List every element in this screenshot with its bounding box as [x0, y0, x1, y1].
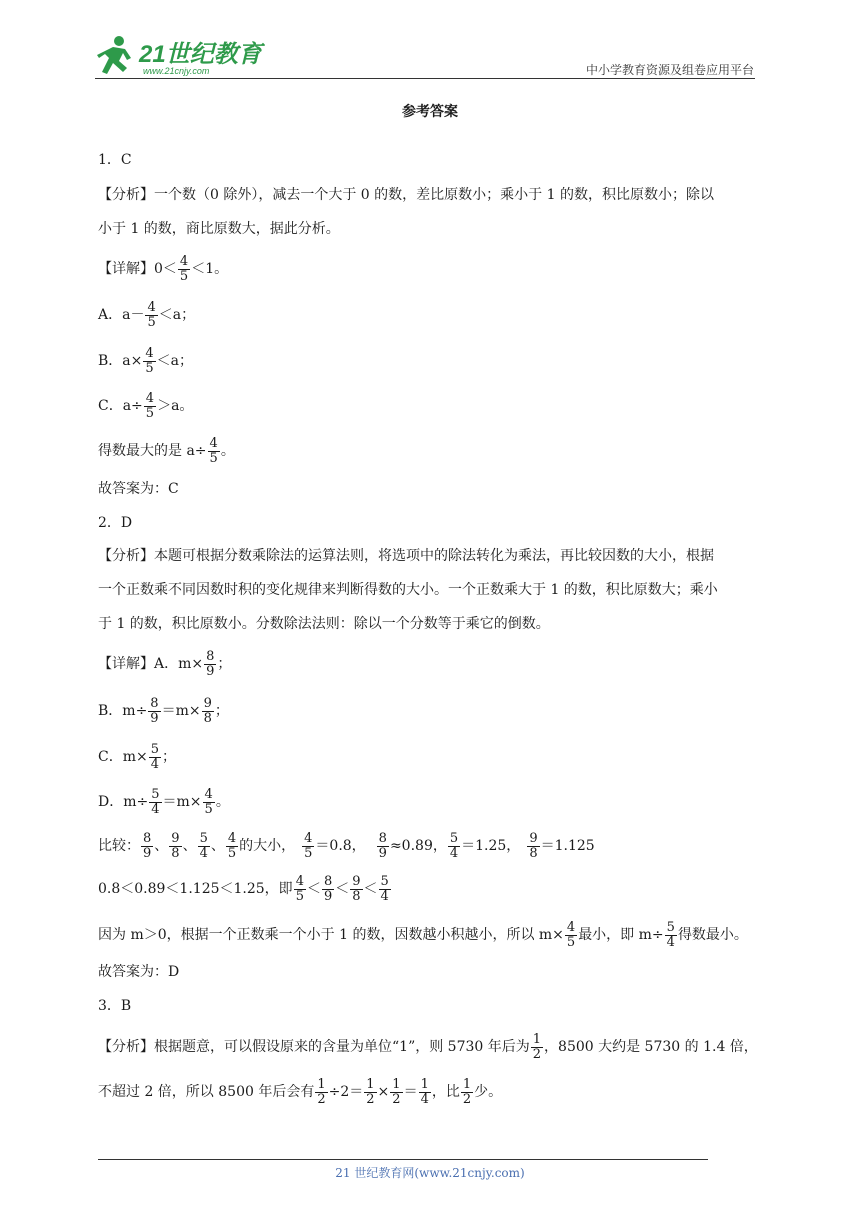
q2-analysis-line3: 于 1 的数，积比原数小。分数除法法则：除以一个分数等于乘它的倒数。: [98, 616, 550, 632]
fraction-4-5: $\frac{4}{5}$: [145, 346, 154, 376]
footer-divider: [98, 1159, 708, 1160]
footer-link[interactable]: 21 世纪教育网(www.21cnjy.com): [335, 1166, 525, 1180]
logo-text: 21世纪教育: [139, 41, 262, 68]
fraction-5-4: $\frac{5}{4}$: [199, 831, 208, 861]
fraction-4-5: $\frac{4}{5}$: [147, 300, 156, 330]
fraction-9-8: $\frac{9}{8}$: [529, 831, 538, 861]
fraction-9-8: $\frac{9}{8}$: [171, 831, 180, 861]
page-title: 参考答案: [402, 104, 458, 120]
q2-detail-c: C．m× $\frac{5}{4}$ ；: [98, 742, 176, 772]
q1-option-a: A．a－ $\frac{4}{5}$ ＜a；: [98, 300, 196, 330]
q2-detail-a: 【详解】A．m× $\frac{8}{9}$ ；: [98, 649, 232, 679]
q1-option-c: C．a÷ $\frac{4}{5}$ ＞a。: [98, 391, 194, 421]
q3-number: 3．B: [98, 998, 132, 1014]
q2-detail-d: D．m÷ $\frac{5}{4}$ ＝m× $\frac{4}{5}$ 。: [98, 787, 230, 817]
q2-analysis-line2: 一个正数乘不同因数时积的变化规律来判断得数的大小。一个正数乘大于 1 的数，积比原数大；乘小: [98, 582, 718, 598]
runner-icon: [97, 36, 131, 74]
fraction-5-4: $\frac{5}{4}$: [449, 831, 459, 861]
q3-analysis-line1: 【分析】根据题意，可以假设原来的含量为单位“1”，则 5730 年后为 $\frac{1}{2}$ ，8500 大约是 5730 的 1.4 倍，: [98, 1032, 758, 1062]
fraction-4-5: $\frac{4}{5}$: [566, 920, 576, 950]
q2-number: 2．D: [98, 515, 133, 531]
q1-answer: 故答案为：C: [98, 481, 179, 497]
fraction-4-5: $\frac{4}{5}$: [204, 787, 213, 817]
q3-analysis-line2: 不超过 2 倍，所以 8500 年后会有 $\frac{1}{2}$ ÷2＝ $\frac{1}{2}$ × $\frac{1}{2}$ ＝ $\frac{1}{4}$ ，比 $\frac{1}{2}$ 少。: [98, 1077, 503, 1107]
q1-max: 得数最大的是 a÷ $\frac{4}{5}$ 。: [98, 436, 235, 466]
q2-comparison: 比较： $\frac{8}{9}$ 、 $\frac{9}{8}$ 、 $\frac{5}{4}$ 、 $\frac{4}{5}$ 的大小， $\frac{4}{5}$ ＝0.8， $\frac{8}{9}$ ≈0.89， $\frac{5}{4}$ ＝1.25， $\frac{9}{8}$ ＝1.125: [98, 831, 595, 861]
q1-number: 1．C: [98, 152, 132, 168]
fraction-8-9: $\frac{8}{9}$: [150, 696, 159, 726]
fraction-8-9: $\frac{8}{9}$: [323, 874, 333, 904]
fraction-8-9: $\frac{8}{9}$: [206, 649, 215, 679]
q2-ordering: 0.8＜0.89＜1.125＜1.25，即 $\frac{4}{5}$ ＜ $\frac{8}{9}$ ＜ $\frac{9}{8}$ ＜ $\frac{5}{4}$: [98, 874, 389, 904]
fraction-9-8: $\frac{9}{8}$: [203, 696, 212, 726]
fraction-5-4: $\frac{5}{4}$: [666, 920, 675, 950]
fraction-1-2: $\frac{1}{2}$: [462, 1077, 472, 1107]
platform-name: 中小学教育资源及组卷应用平台: [585, 63, 754, 77]
q1-option-b: B．a× $\frac{4}{5}$ ＜a；: [98, 346, 194, 376]
fraction-1-2: $\frac{1}{2}$: [366, 1077, 375, 1107]
header-divider: [95, 78, 755, 79]
fraction-4-5: $\frac{4}{5}$: [295, 874, 304, 904]
site-logo: [95, 34, 265, 80]
q1-detail: 【详解】0＜ $\frac{4}{5}$ ＜1。: [98, 254, 229, 284]
fraction-1-2: $\frac{1}{2}$: [317, 1077, 326, 1107]
fraction-1-2: $\frac{1}{2}$: [392, 1077, 401, 1107]
fraction-5-4: $\frac{5}{4}$: [150, 742, 159, 772]
fraction-5-4: $\frac{5}{4}$: [380, 874, 389, 904]
fraction-8-9: $\frac{8}{9}$: [378, 831, 387, 861]
fraction-5-4: $\frac{5}{4}$: [151, 787, 160, 817]
fraction-8-9: $\frac{8}{9}$: [143, 831, 152, 861]
fraction-9-8: $\frac{9}{8}$: [352, 874, 361, 904]
fraction-1-2: $\frac{1}{2}$: [532, 1032, 542, 1062]
fraction-4-5: $\frac{4}{5}$: [179, 254, 189, 284]
q2-conclusion: 因为 m＞0，根据一个正数乘一个小于 1 的数，因数越小积越小，所以 m× $\frac{4}{5}$ 最小，即 m÷ $\frac{5}{4}$ 得数最小。: [98, 920, 748, 950]
fraction-4-5: $\frac{4}{5}$: [227, 831, 237, 861]
q1-analysis-line2: 小于 1 的数，商比原数大，据此分析。: [98, 221, 340, 237]
fraction-1-4: $\frac{1}{4}$: [420, 1077, 429, 1107]
logo-url: www.21cnjy.com: [143, 66, 210, 76]
q2-detail-b: B．m÷ $\frac{8}{9}$ ＝m× $\frac{9}{8}$ ；: [98, 696, 229, 726]
q1-analysis-line1: 【分析】一个数（0 除外），减去一个大于 0 的数，差比原数小；乘小于 1 的数，积比原数小；除以: [98, 187, 714, 203]
fraction-4-5: $\frac{4}{5}$: [304, 831, 313, 861]
q2-answer: 故答案为：D: [98, 964, 180, 980]
q2-analysis-line1: 【分析】本题可根据分数乘除法的运算法则，将选项中的除法转化为乘法，再比较因数的大小，根据: [98, 548, 714, 564]
fraction-4-5: $\frac{4}{5}$: [145, 391, 155, 421]
fraction-4-5: $\frac{4}{5}$: [209, 436, 218, 466]
